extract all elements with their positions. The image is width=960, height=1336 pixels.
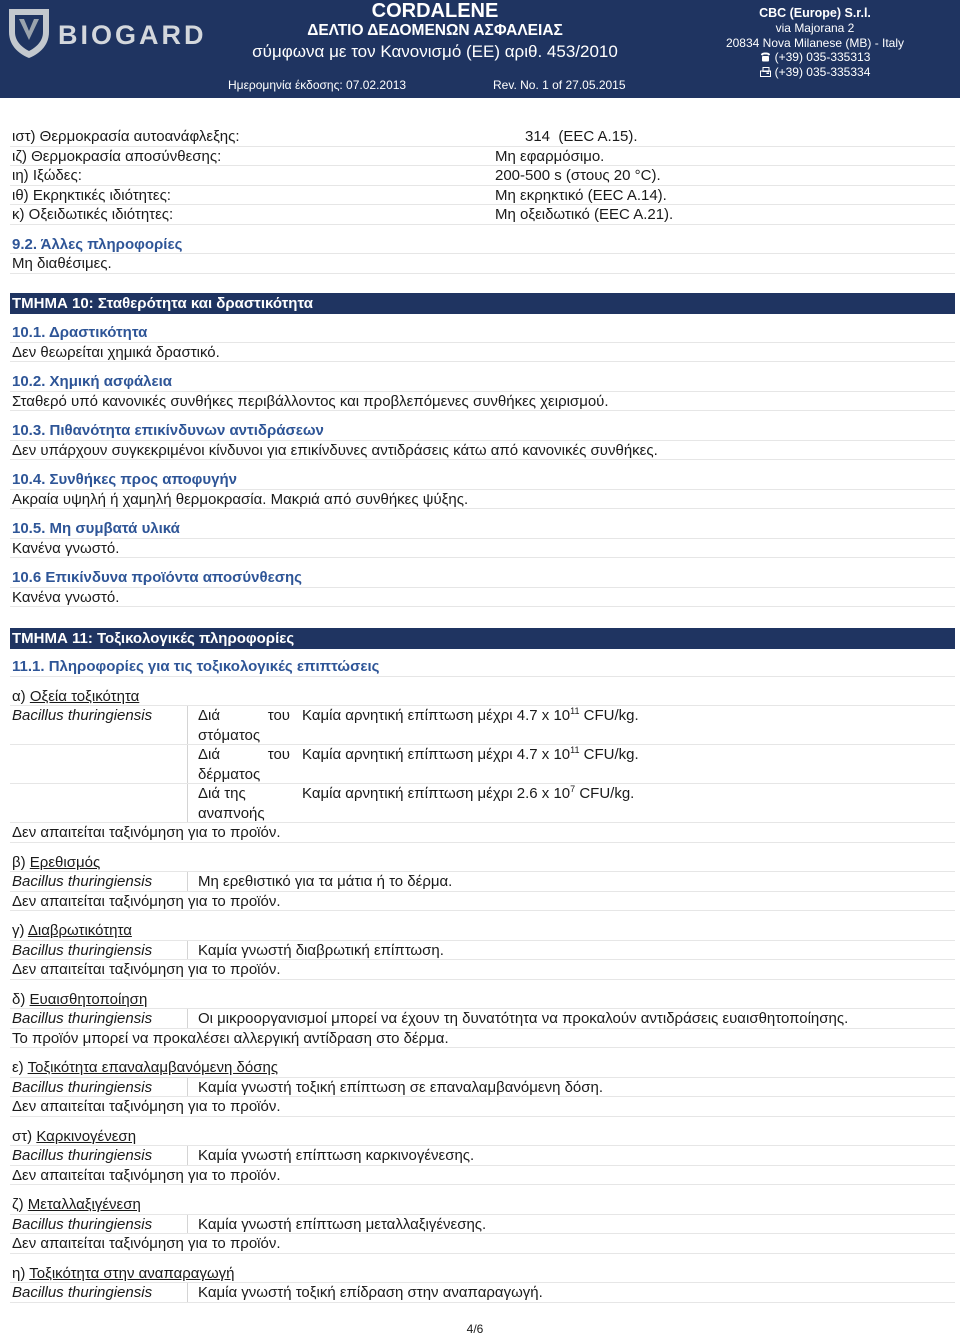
other-info-block bbox=[10, 235, 955, 274]
subsection-text: Δεν υπάρχουν συγκεκριμένοι κίνδυνοι για επικίνδυνες αντιδράσεις κάτω από κανονικές συνθήκες. bbox=[10, 441, 955, 461]
species-name: Bacillus thuringiensis bbox=[10, 706, 188, 744]
subsection-heading: 11.1. Πληροφορίες για τις τοξικολογικές επιπτώσεις bbox=[10, 657, 955, 677]
document-body bbox=[10, 127, 955, 1303]
section-10-banner: ΤΜΗΜΑ 10: Σταθερότητα και δραστικότητα bbox=[10, 293, 955, 314]
properties-list bbox=[10, 127, 955, 225]
classification-note: Δεν απαιτείται ταξινόμηση για το προϊόν. bbox=[10, 1234, 955, 1254]
endpoint-title: Καρκινογένεση bbox=[36, 1127, 137, 1145]
endpoint-effect-row bbox=[10, 1009, 955, 1029]
endpoint-effect-row bbox=[10, 1146, 955, 1166]
page-number: 4/6 bbox=[466, 1322, 484, 1336]
species-name: Bacillus thuringiensis bbox=[10, 1078, 188, 1097]
endpoint-title-row bbox=[10, 1127, 955, 1147]
subsection-text: Δεν θεωρείται χημικά δραστικό. bbox=[10, 343, 955, 363]
endpoint-effect: Καμία γνωστή επίπτωση μεταλλαξιγένεσης. bbox=[198, 1215, 487, 1233]
acute-route-row bbox=[10, 745, 955, 784]
subsection-10-3 bbox=[10, 421, 955, 460]
effect-exponent: 11 bbox=[570, 745, 580, 755]
classification-note: Δεν απαιτείται ταξινόμηση για το προϊόν. bbox=[10, 1097, 955, 1117]
property-label: ιστ) Θερμοκρασία αυτοανάφλεξης: bbox=[12, 128, 240, 145]
property-row bbox=[10, 186, 955, 206]
endpoint-title-row bbox=[10, 921, 955, 941]
issue-date: Ημερομηνία έκδοσης: 07.02.2013 bbox=[228, 78, 407, 92]
subsection-10-2 bbox=[10, 372, 955, 411]
species-name: Bacillus thuringiensis bbox=[10, 1283, 188, 1302]
endpoint-block-reproductive-toxicity bbox=[10, 1264, 955, 1303]
endpoint-title-row bbox=[10, 853, 955, 873]
endpoint-block-mutagenicity bbox=[10, 1195, 955, 1254]
exposure-route: Διά της αναπνοής bbox=[198, 785, 265, 822]
effect-text: Καμία αρνητική επίπτωση μέχρι 4.7 x 10 bbox=[302, 746, 571, 763]
classification-note: Δεν απαιτείται ταξινόμηση για το προϊόν. bbox=[10, 892, 955, 912]
endpoint-effect-row bbox=[10, 1078, 955, 1098]
company-phone: (+39) 035-335313 bbox=[774, 50, 871, 65]
property-label: ιζ) Θερμοκρασία αποσύνθεσης: bbox=[12, 147, 222, 165]
acute-route-row bbox=[10, 784, 955, 823]
effect-unit: CFU/kg. bbox=[579, 746, 639, 763]
classification-note: Το προϊόν μπορεί να προκαλέσει αλλεργική αντίδραση στο δέρμα. bbox=[10, 1029, 955, 1049]
property-value: Μη εφαρμόσιμο. bbox=[495, 147, 605, 165]
endpoint-title-row bbox=[10, 990, 955, 1010]
species-name: Bacillus thuringiensis bbox=[10, 1215, 188, 1234]
company-phone-line bbox=[712, 50, 918, 65]
acute-route-row bbox=[10, 706, 955, 745]
endpoint-effect: Καμία γνωστή τοξική επίδραση στην αναπαραγωγή. bbox=[198, 1284, 543, 1301]
effect-unit: CFU/kg. bbox=[575, 785, 635, 802]
subsection-heading: 10.4. Συνθήκες προς αποφυγήν bbox=[10, 470, 955, 490]
route-effect bbox=[300, 706, 639, 744]
endpoint-letter: β) bbox=[12, 853, 26, 871]
species-name: Bacillus thuringiensis bbox=[10, 1146, 188, 1165]
species-name: Bacillus thuringiensis bbox=[10, 941, 188, 960]
subsection-heading: 10.2. Χημική ασφάλεια bbox=[10, 372, 955, 392]
endpoint-title: Τοξικότητα επαναλαμβανόμενη δόσης bbox=[27, 1059, 279, 1076]
effect-text: Καμία αρνητική επίπτωση μέχρι 2.6 x 10 bbox=[302, 785, 571, 802]
route-effect bbox=[300, 784, 634, 822]
company-street: via Majorana 2 bbox=[775, 20, 855, 35]
endpoint-effect: Καμία γνωστή τοξική επίπτωση σε επαναλαμβανόμενη δόση. bbox=[198, 1078, 604, 1096]
classification-note: Δεν απαιτείται ταξινόμηση για το προϊόν. bbox=[10, 823, 955, 843]
endpoint-block-sensitisation bbox=[10, 990, 955, 1049]
endpoint-block-irritation bbox=[10, 853, 955, 912]
endpoint-title: Ερεθισμός bbox=[29, 853, 101, 871]
logo-wordmark: BIOGARD bbox=[58, 20, 207, 50]
endpoint-letter: ε) bbox=[12, 1059, 24, 1076]
subsection-heading: 10.6 Επικίνδυνα προϊόντα αποσύνθεσης bbox=[10, 568, 955, 588]
subsection-heading: 10.5. Μη συμβατά υλικά bbox=[10, 519, 955, 539]
endpoint-title-row bbox=[10, 1195, 955, 1215]
endpoint-letter: στ) bbox=[12, 1127, 33, 1145]
property-label: ιη) Ιξώδες: bbox=[12, 167, 82, 184]
property-row bbox=[10, 147, 955, 167]
company-fax-line bbox=[712, 65, 918, 80]
endpoint-letter: α) bbox=[12, 687, 26, 705]
endpoint-title-row bbox=[10, 687, 955, 707]
acute-toxicity-block bbox=[10, 687, 955, 843]
company-fax: (+39) 035-335334 bbox=[774, 65, 871, 80]
endpoint-title: Ευαισθητοποίηση bbox=[29, 990, 148, 1008]
endpoint-letter: δ) bbox=[12, 990, 26, 1008]
endpoint-title: Διαβρωτικότητα bbox=[27, 922, 132, 939]
subsection-text: Σταθερό υπό κανονικές συνθήκες περιβάλλοντος και προβλεπόμενες συνθήκες χειρισμού. bbox=[10, 392, 955, 412]
endpoint-effect: Καμία γνωστή επίπτωση καρκινογένεσης. bbox=[198, 1147, 475, 1164]
section-11-banner: ΤΜΗΜΑ 11: Τοξικολογικές πληροφορίες bbox=[10, 628, 955, 649]
subsection-10-1 bbox=[10, 323, 955, 362]
classification-note: Δεν απαιτείται ταξινόμηση για το προϊόν. bbox=[10, 1166, 955, 1186]
subsection-text: Κανένα γνωστό. bbox=[10, 588, 955, 608]
endpoint-letter: ζ) bbox=[12, 1196, 24, 1213]
endpoint-letter: γ) bbox=[12, 922, 25, 939]
endpoint-effect-row bbox=[10, 1215, 955, 1235]
endpoint-letter: η) bbox=[12, 1264, 26, 1282]
subsection-heading: 9.2. Άλλες πληροφορίες bbox=[10, 235, 955, 255]
subsection-10-4 bbox=[10, 470, 955, 509]
effect-unit: CFU/kg. bbox=[579, 707, 639, 724]
route-effect bbox=[300, 745, 639, 783]
document-header bbox=[0, 0, 960, 98]
endpoint-effect: Καμία γνωστή διαβρωτική επίπτωση. bbox=[198, 941, 444, 959]
subsection-10-6 bbox=[10, 568, 955, 607]
subsection-10-5 bbox=[10, 519, 955, 558]
regulation-reference: σύμφωνα με τον Κανονισμό (ΕΕ) αριθ. 453/2010 bbox=[252, 42, 618, 61]
endpoint-title: Τοξικότητα στην αναπαραγωγή bbox=[29, 1264, 235, 1282]
exposure-route: Διά του δέρματος bbox=[198, 746, 290, 783]
company-address-block bbox=[712, 6, 918, 80]
property-label: κ) Οξειδωτικές ιδιότητες: bbox=[12, 206, 174, 223]
biogard-logo bbox=[6, 6, 221, 62]
effect-exponent: 11 bbox=[570, 706, 580, 716]
endpoint-effect: Μη ερεθιστικό για τα μάτια ή το δέρμα. bbox=[198, 873, 453, 890]
endpoint-title-row bbox=[10, 1264, 955, 1284]
revision-number: Rev. No. 1 of 27.05.2015 bbox=[493, 78, 626, 92]
phone-icon bbox=[760, 52, 771, 62]
endpoint-title-row bbox=[10, 1058, 955, 1078]
species-name: Bacillus thuringiensis bbox=[10, 1009, 188, 1028]
species-cell-empty bbox=[10, 745, 188, 783]
subsection-heading: 10.1. Δραστικότητα bbox=[10, 323, 955, 343]
property-value: 314 (EEC A.15). bbox=[525, 128, 638, 145]
subsection-text: Μη διαθέσιμες. bbox=[10, 254, 955, 274]
endpoint-effect-row bbox=[10, 941, 955, 961]
endpoint-effect: Οι μικροοργανισμοί μπορεί να έχουν τη δυνατότητα να προκαλούν αντιδράσεις ευαισθητοποίησης. bbox=[198, 1010, 849, 1027]
effect-exponent: 7 bbox=[570, 784, 576, 794]
subsection-text: Ακραία υψηλή ή χαμηλή θερμοκρασία. Μακριά από συνθήκες ψύξης. bbox=[10, 490, 955, 510]
property-value: 200-500 s (στους 20 °C). bbox=[495, 167, 661, 184]
subsection-heading: 10.3. Πιθανότητα επικίνδυνων αντιδράσεων bbox=[10, 421, 955, 441]
property-row bbox=[10, 166, 955, 186]
property-label: ιθ) Εκρηκτικές ιδιότητες: bbox=[12, 186, 171, 204]
endpoint-effect-row bbox=[10, 872, 955, 892]
fax-icon bbox=[760, 67, 771, 77]
endpoint-title: Οξεία τοξικότητα bbox=[29, 687, 140, 705]
species-name: Bacillus thuringiensis bbox=[10, 872, 188, 891]
endpoint-title: Μεταλλαξιγένεση bbox=[27, 1196, 141, 1213]
property-row bbox=[10, 205, 955, 225]
classification-note: Δεν απαιτείται ταξινόμηση για το προϊόν. bbox=[10, 960, 955, 980]
effect-text: Καμία αρνητική επίπτωση μέχρι 4.7 x 10 bbox=[302, 707, 571, 724]
endpoint-effect-row bbox=[10, 1283, 955, 1303]
property-row bbox=[10, 127, 955, 147]
company-name: CBC (Europe) S.r.l. bbox=[759, 6, 871, 20]
species-cell-empty bbox=[10, 784, 188, 822]
property-value: Μη εκρηκτικό (EEC A.14). bbox=[495, 186, 667, 204]
company-city: 20834 Nova Milanese (MB) - Italy bbox=[725, 35, 905, 50]
endpoint-block-carcinogenicity bbox=[10, 1127, 955, 1186]
shield-icon bbox=[6, 6, 52, 60]
property-value: Μη οξειδωτικό (EEC A.21). bbox=[495, 206, 674, 223]
endpoint-block-corrosivity bbox=[10, 921, 955, 980]
exposure-route: Διά του στόματος bbox=[198, 707, 290, 744]
document-title: ΔΕΛΤΙΟ ΔΕΔΟΜΕΝΩΝ ΑΣΦΑΛΕΙΑΣ bbox=[307, 22, 563, 39]
product-name: CORDALENE bbox=[371, 0, 499, 22]
subsection-text: Κανένα γνωστό. bbox=[10, 539, 955, 559]
endpoint-block-repeated-dose bbox=[10, 1058, 955, 1117]
